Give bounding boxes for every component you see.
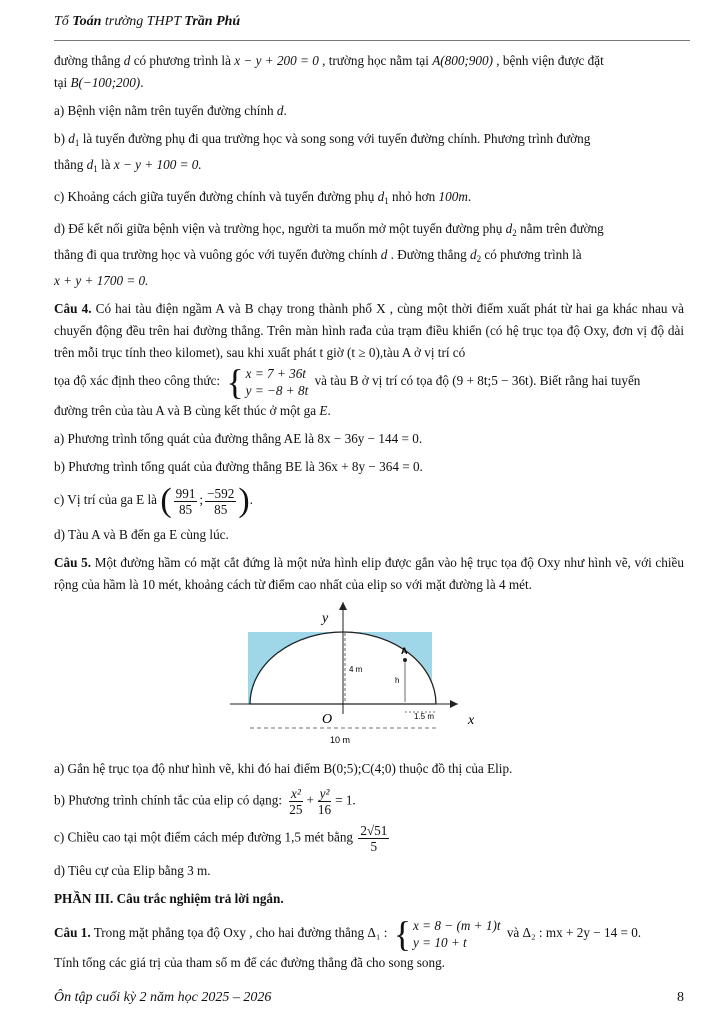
tunnel-figure xyxy=(0,602,724,752)
q4-option-d: d) Tàu A và B đến ga E cùng lúc. xyxy=(54,527,229,542)
y-label: y xyxy=(322,611,329,626)
height-4m-label: 4 m xyxy=(349,665,363,674)
q5-option-d: d) Tiêu cự của Elip bằng 3 m. xyxy=(54,863,211,878)
document-body xyxy=(54,50,684,980)
q4-option-c: c) Vị trí của ga E là ( $\frac{991}{85}$ ; $\frac{-592}{85}$ ). xyxy=(54,482,253,519)
footer-text: Ôn tập cuối kỳ 2 năm học 2025 – 2026 xyxy=(54,990,272,1005)
x-label: x xyxy=(468,713,475,728)
page-number: 8 xyxy=(677,990,684,1005)
part3-system: { x = 8 − (m + 1)t y = 10 + t xyxy=(393,914,501,954)
point-A xyxy=(403,658,407,662)
width-10m-label: 10 m xyxy=(330,735,351,745)
q3-continuation: đường thẳng d có phương trình là x − y + 200 = 0 , trường học nằm tại A(800;900) , bệnh viện được đặt tại B(−100;200). xyxy=(54,53,604,90)
q5-option-a: a) Gắn hệ trục tọa độ như hình vẽ, khi đó hai điểm B(0;5);C(4;0) thuộc đồ thị của Elip. xyxy=(54,761,513,776)
q4-stem-2: tọa độ xác định theo công thức: { x = 7 + 36t y = −8 + 8t và tàu B ở vị trí có tọa độ (9 + 8t;5 − 36t). Biết rằng hai tuyến đường trên của tàu A và B cùng kết thúc ở một ga E. xyxy=(54,362,641,418)
q5-option-b: b) Phương trình chính tắc của elip có dạng: $\frac{\text{x²}}{25}$ + $\frac{\text{y²}}{16}$ = 1. xyxy=(54,786,356,817)
q3-option-a: a) Bệnh viện nằm trên tuyến đường chính d. xyxy=(54,103,287,118)
part3-q1: Câu 1. Trong mặt phẳng tọa độ Oxy , cho hai đường thẳng Δ₁ : { x = 8 − (m + 1)t y = 10 + t và Δ₂ : mx + 2y − 14 = 0. Tính tổng các giá trị của tham số m để các đường thẳng đã cho song song. xyxy=(54,914,642,970)
q3-option-b: b) $d_1$ là tuyến đường phụ đi qua trường học và song song với tuyến đường chính. Phương trình đường thẳng $d_1$ là x − y + 100 = 0. xyxy=(54,131,591,174)
h-label: h xyxy=(395,676,400,685)
q5-stem: Câu 5. Một đường hầm có mặt cắt đứng là một nửa hình elip được gắn vào hệ trục tọa độ Oxy như hình vẽ, với chiều rộng của hầm là 10 mét, khoảng cách từ điểm cao nhất của elip so với mặt đường là 4 mét. xyxy=(54,555,684,592)
point-A-label: A xyxy=(401,646,408,656)
tunnel-diagram xyxy=(0,602,724,752)
part3-title: PHẦN III. Câu trắc nghiệm trả lời ngắn. xyxy=(54,891,284,906)
origin-label: O xyxy=(322,712,333,727)
q5-option-c: c) Chiều cao tại một điểm cách mép đường 1,5 mét bằng $\frac{2√51}{5}$ xyxy=(54,823,388,854)
q3-option-d: d) Để kết nối giữa bệnh viện và trường học, người ta muốn mở một tuyến đường phụ $d_2$ nằm trên đường thẳng đi qua trường học và vuông góc với tuyến đường chính d . Đường thẳng $d_2$ có phương trình là x + y + 1700 = 0. xyxy=(54,221,604,288)
q4-system: { x = 7 + 36t y = −8 + 8t xyxy=(226,362,309,402)
page-header: Tổ Toán trường THPT Trần Phú xyxy=(54,14,241,29)
x-axis-arrow xyxy=(450,700,458,708)
q4-option-a: a) Phương trình tổng quát của đường thẳng AE là 8x − 36y − 144 = 0. xyxy=(54,431,423,446)
q4-option-b: b) Phương trình tổng quát của đường thẳng BE là 36x + 8y − 364 = 0. xyxy=(54,459,423,474)
width-1-5m-label: 1.5 m xyxy=(414,712,435,721)
q4-stem: Câu 4. Có hai tàu điện ngầm A và B chạy trong thành phố X , cùng một thời điểm xuất phát từ hai ga khác nhau và chuyển động đều trên hai đường thẳng. Trên màn hình rađa của trạm điều khiển (có hệ trục tọa độ Oxy, đơn vị độ dài trên mỗi trục tính theo kilomet), sau khi xuất phát t giờ (t ≥ 0),tàu A ở vị trí có xyxy=(54,301,684,360)
y-axis-arrow xyxy=(339,602,347,610)
header-rule xyxy=(54,40,690,41)
q3-option-c: c) Khoảng cách giữa tuyến đường chính và tuyến đường phụ $d_1$ nhỏ hơn 100m. xyxy=(54,189,472,206)
page-footer xyxy=(54,990,684,1006)
